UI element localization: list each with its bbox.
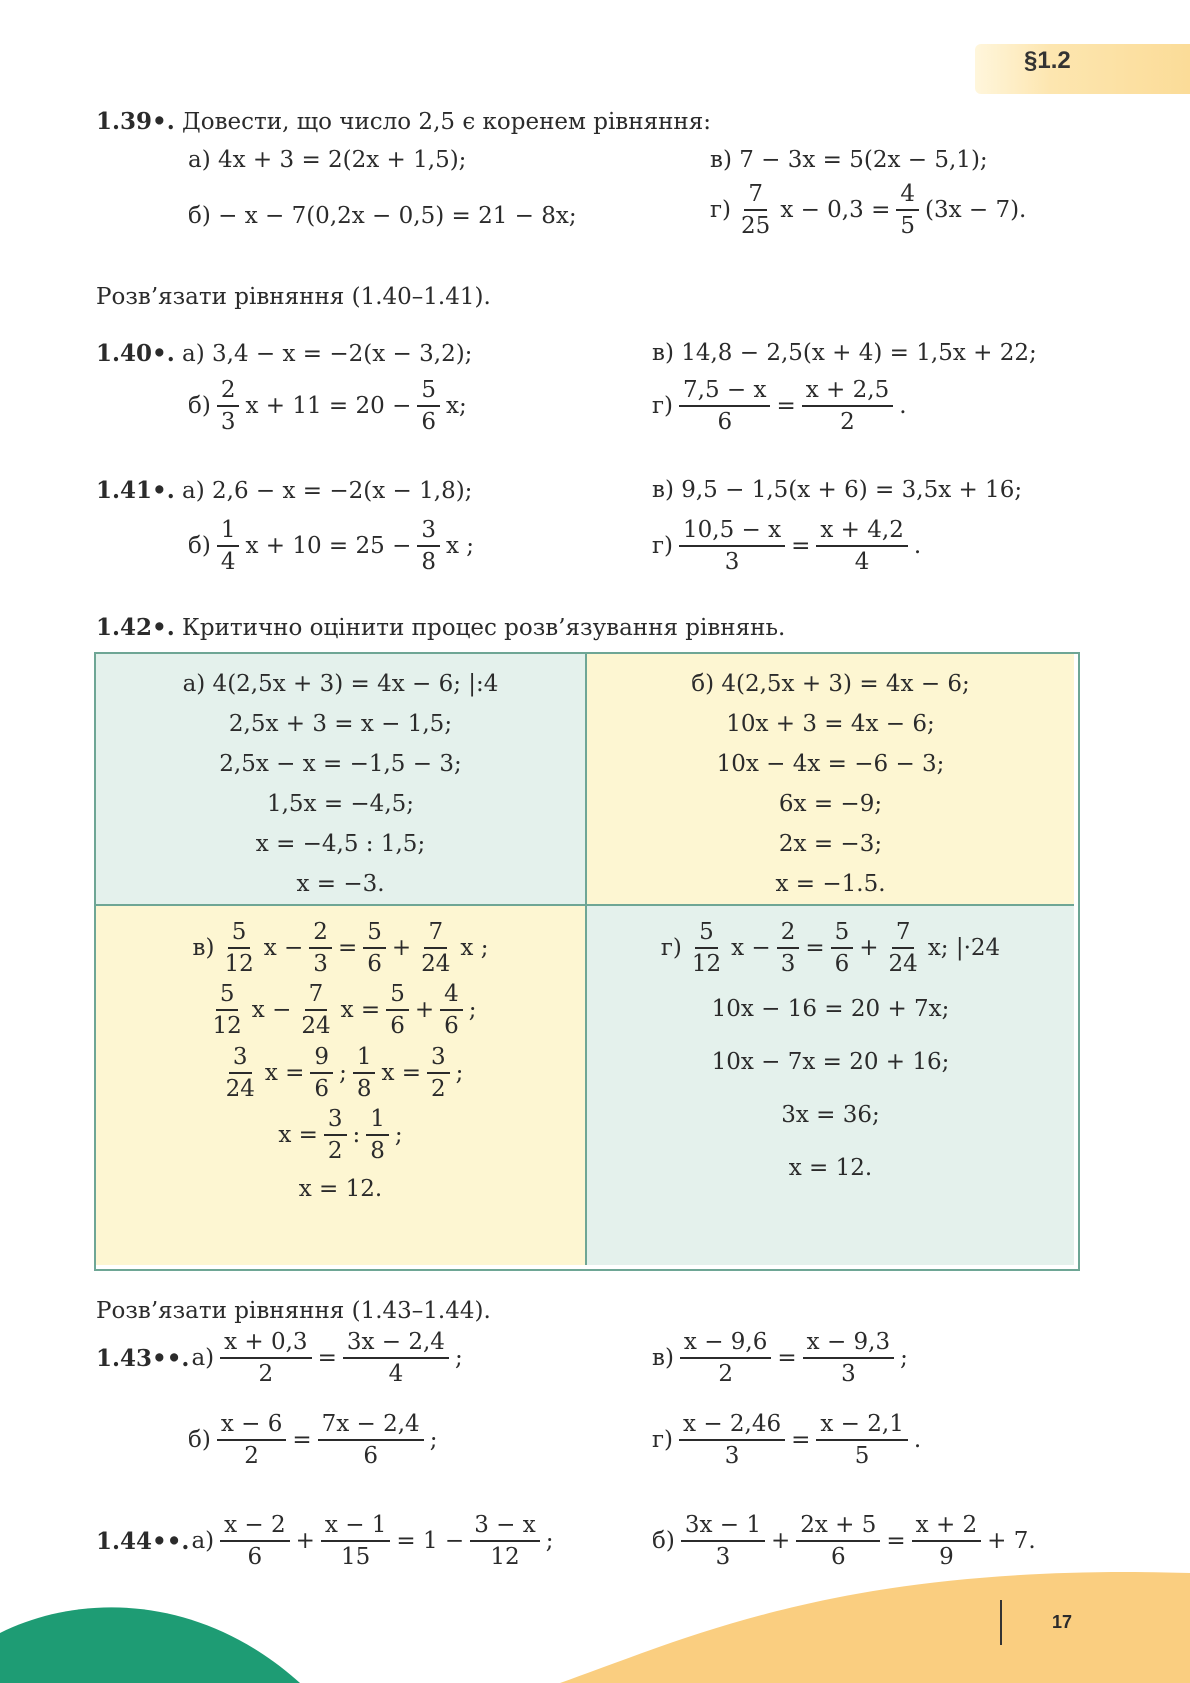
- fraction: [679, 1412, 785, 1468]
- denominator: 8: [421, 549, 436, 576]
- denominator: 3: [715, 1544, 731, 1571]
- numerator: 3 − x: [470, 1513, 540, 1542]
- expr: +: [414, 997, 435, 1024]
- expr: x −: [263, 935, 304, 962]
- denominator: 6: [247, 1544, 263, 1571]
- label: б): [188, 533, 211, 560]
- fraction: [470, 1513, 540, 1569]
- fraction: [217, 1412, 287, 1468]
- solution-line: [278, 1107, 402, 1163]
- expr: а) 2,6 − x = −2(x − 1,8);: [182, 478, 473, 504]
- fraction: [688, 920, 725, 976]
- intro-1-40: Розв’язати рівняння (1.40–1.41).: [96, 284, 491, 310]
- denominator: 24: [888, 951, 918, 978]
- denominator: 12: [212, 1013, 242, 1040]
- label: в): [652, 1345, 674, 1372]
- solution-line: 10x − 4x = −6 − 3;: [716, 751, 945, 777]
- solution-line: 10x − 7x = 20 + 16;: [711, 1049, 950, 1076]
- eq-1-43-g: [652, 1412, 921, 1468]
- denominator: 6: [717, 409, 733, 436]
- solution-line: 10x + 3 = 4x − 6;: [726, 711, 935, 737]
- solution-line: а) 4(2,5x + 3) = 4x − 6; |:4: [182, 671, 499, 697]
- numerator: x + 0,3: [220, 1330, 311, 1359]
- numerator: 2: [777, 920, 800, 949]
- numerator: 4: [896, 182, 919, 211]
- numerator: 5: [417, 378, 440, 407]
- page-number-rule: [1000, 1600, 1002, 1645]
- expr: .: [899, 393, 907, 420]
- problem-1-39-title: [96, 108, 711, 135]
- expr: =: [791, 533, 811, 560]
- expr: .: [913, 533, 922, 560]
- numerator: x − 2: [220, 1513, 290, 1542]
- cell-a: [96, 654, 585, 904]
- eq-1-39-g: [710, 182, 1026, 238]
- numerator: 7: [744, 182, 767, 211]
- denominator: 2: [244, 1443, 259, 1470]
- fraction: [896, 182, 919, 238]
- denominator: 12: [224, 951, 254, 978]
- fraction: [427, 1045, 450, 1101]
- denominator: 3: [724, 1443, 740, 1470]
- eq-1-39-b: б) − x − 7(0,2x − 0,5) = 21 − 8x;: [188, 203, 577, 229]
- solution-line: x = 12.: [298, 1176, 383, 1203]
- eq-1-39-a: а) 4x + 3 = 2(2x + 1,5);: [188, 147, 467, 173]
- solution-line: x = −3.: [296, 871, 385, 897]
- label: б): [188, 393, 211, 420]
- denominator: 2: [327, 1137, 343, 1164]
- label: б): [188, 1427, 211, 1454]
- problem-text: Довести, що число 2,5 є коренем рівняння:: [182, 109, 712, 135]
- fraction: [681, 1513, 765, 1569]
- problem-number: 1.40•.: [96, 340, 175, 367]
- solution-line: [205, 982, 477, 1038]
- numerator: 1: [217, 518, 240, 547]
- fraction: [816, 518, 907, 574]
- numerator: x + 4,2: [816, 518, 907, 547]
- denominator: 2: [258, 1361, 274, 1388]
- numerator: 2: [217, 378, 240, 407]
- numerator: 5: [216, 982, 239, 1011]
- numerator: 5: [363, 920, 386, 949]
- numerator: x − 2,1: [816, 1412, 907, 1441]
- fraction: [363, 920, 386, 976]
- denominator: 25: [741, 213, 771, 240]
- problem-text: Критично оцінити процес розв’язування рівнянь.: [182, 615, 786, 641]
- numerator: 7: [424, 920, 447, 949]
- fraction: [209, 982, 246, 1038]
- problem-number: 1.43••.: [96, 1344, 190, 1372]
- numerator: 2x + 5: [796, 1513, 880, 1542]
- fraction: [222, 1045, 259, 1101]
- problem-number: 1.44••.: [96, 1527, 190, 1555]
- problem-1-42-title: [96, 614, 785, 641]
- denominator: 12: [490, 1544, 520, 1571]
- expr: =: [777, 1345, 797, 1372]
- fraction: [366, 1107, 389, 1163]
- expr: x; |·24: [927, 935, 1001, 962]
- fraction: [321, 1513, 391, 1569]
- intro-1-43: Розв’язати рівняння (1.43–1.44).: [96, 1298, 491, 1324]
- eq-1-44-a: [96, 1513, 553, 1569]
- fraction: [309, 920, 332, 976]
- expr: x =: [381, 1059, 422, 1086]
- expr: ;: [429, 1427, 438, 1454]
- fraction: [417, 378, 440, 434]
- solution-line: б) 4(2,5x + 3) = 4x − 6;: [691, 671, 970, 697]
- eq-1-41-b: [188, 518, 474, 574]
- expr: x =: [340, 997, 381, 1024]
- solution-line: x = 12.: [788, 1155, 873, 1182]
- denominator: 2: [840, 409, 855, 436]
- fraction: [217, 518, 240, 574]
- fraction: [796, 1513, 880, 1569]
- expr: ;: [900, 1345, 908, 1372]
- expr: =: [791, 1427, 811, 1454]
- fraction: [417, 518, 440, 574]
- fraction: [803, 1330, 894, 1386]
- expr: +: [770, 1528, 791, 1555]
- expr: x + 10 = 25 −: [245, 533, 412, 560]
- numerator: 3x − 2,4: [343, 1330, 449, 1359]
- fraction: [318, 1412, 424, 1468]
- numerator: x − 9,3: [803, 1330, 894, 1359]
- label: г): [652, 1427, 674, 1454]
- numerator: x + 2,5: [802, 378, 893, 407]
- denominator: 24: [301, 1013, 331, 1040]
- denominator: 3: [841, 1361, 856, 1388]
- eq-1-40-g: [652, 378, 907, 434]
- fraction: [417, 920, 454, 976]
- fraction: [353, 1045, 376, 1101]
- numerator: 3: [427, 1045, 450, 1074]
- numerator: 10,5 − x: [679, 518, 785, 547]
- label: г): [710, 197, 732, 224]
- denominator: 3: [313, 951, 328, 978]
- solution-line: [218, 1045, 464, 1101]
- denominator: 3: [724, 549, 740, 576]
- solution-line: [193, 920, 489, 976]
- expr: а) 3,4 − x = −2(x − 3,2);: [182, 341, 473, 367]
- denominator: 6: [444, 1013, 459, 1040]
- expr: :: [352, 1121, 361, 1148]
- numerator: 2: [309, 920, 332, 949]
- denominator: 6: [367, 951, 382, 978]
- numerator: 7: [892, 920, 915, 949]
- label: г): [660, 935, 682, 962]
- eq-1-43-v: [652, 1330, 908, 1386]
- expr: x =: [278, 1121, 318, 1148]
- denominator: 24: [421, 951, 451, 978]
- denominator: 6: [831, 1544, 846, 1571]
- solution-line: 2,5x + 3 = x − 1,5;: [228, 711, 453, 737]
- fraction: [816, 1412, 907, 1468]
- numerator: 3: [324, 1107, 347, 1136]
- expr: + 7.: [987, 1528, 1036, 1555]
- eq-1-40-a: [96, 340, 472, 367]
- problem-number: 1.42•.: [96, 614, 175, 641]
- fraction: [220, 920, 257, 976]
- numerator: 1: [353, 1045, 376, 1074]
- fraction: [802, 378, 893, 434]
- denominator: 6: [390, 1013, 405, 1040]
- eq-1-41-v: в) 9,5 − 1,5(x + 6) = 3,5x + 16;: [652, 477, 1023, 503]
- expr: +: [295, 1528, 315, 1555]
- fraction: [343, 1330, 449, 1386]
- fraction: [679, 378, 770, 434]
- numerator: 3: [417, 518, 440, 547]
- numerator: 5: [228, 920, 251, 949]
- numerator: x − 9,6: [680, 1330, 771, 1359]
- expr: x;: [445, 393, 467, 420]
- solution-line: 3x = 36;: [781, 1102, 880, 1129]
- expr: x + 11 = 20 −: [245, 393, 412, 420]
- denominator: 4: [388, 1361, 404, 1388]
- expr: = 1 −: [396, 1528, 465, 1555]
- numerator: 5: [831, 920, 854, 949]
- expr: ;: [455, 1059, 464, 1086]
- numerator: 7x − 2,4: [318, 1412, 424, 1441]
- fraction: [217, 378, 240, 434]
- fraction: [777, 920, 800, 976]
- denominator: 8: [370, 1137, 385, 1164]
- numerator: 3x − 1: [681, 1513, 765, 1542]
- fraction: [324, 1107, 347, 1163]
- denominator: 2: [431, 1075, 446, 1102]
- expr: =: [292, 1427, 312, 1454]
- expr: ;: [394, 1121, 403, 1148]
- expr: .: [913, 1427, 922, 1454]
- solution-line: 2x = −3;: [778, 831, 883, 857]
- fraction: [220, 1513, 290, 1569]
- fraction: [912, 1513, 982, 1569]
- numerator: 7,5 − x: [679, 378, 770, 407]
- fraction: [831, 920, 854, 976]
- fraction: [440, 982, 463, 1038]
- numerator: 3: [229, 1045, 252, 1074]
- label: б): [652, 1528, 675, 1555]
- solution-line: [661, 920, 1000, 976]
- fraction: [680, 1330, 771, 1386]
- denominator: 6: [834, 951, 850, 978]
- expr: x =: [264, 1059, 305, 1086]
- fraction: [310, 1045, 333, 1101]
- problem-number: 1.41•.: [96, 477, 175, 504]
- denominator: 15: [341, 1544, 371, 1571]
- label: в): [192, 935, 215, 962]
- numerator: x − 6: [217, 1412, 287, 1441]
- eq-1-39-v: в) 7 − 3x = 5(2x − 5,1);: [710, 147, 988, 173]
- solution-line: 1,5x = −4,5;: [266, 791, 415, 817]
- denominator: 12: [691, 951, 722, 978]
- expr: ;: [468, 997, 477, 1024]
- denominator: 3: [220, 409, 236, 436]
- fraction: [297, 982, 334, 1038]
- eq-1-41-g: [652, 518, 921, 574]
- cell-g: [587, 906, 1074, 1265]
- denominator: 5: [900, 213, 915, 240]
- expr: (3x − 7).: [924, 197, 1027, 224]
- denominator: 5: [854, 1443, 870, 1470]
- cell-b: [587, 654, 1074, 904]
- expr: x −: [731, 935, 771, 962]
- solution-line: x = −1.5.: [775, 871, 886, 897]
- numerator: x + 2: [912, 1513, 982, 1542]
- expr: =: [886, 1528, 906, 1555]
- expr: ;: [545, 1528, 554, 1555]
- section-label: §1.2: [1024, 47, 1071, 74]
- expr: +: [859, 935, 879, 962]
- numerator: x − 2,46: [679, 1412, 785, 1441]
- expr: =: [337, 935, 358, 962]
- solution-line: 2,5x − x = −1,5 − 3;: [219, 751, 462, 777]
- label: г): [652, 393, 674, 420]
- eq-1-40-v: в) 14,8 − 2,5(x + 4) = 1,5x + 22;: [652, 340, 1037, 366]
- expr: x ;: [445, 533, 475, 560]
- denominator: 6: [421, 409, 436, 436]
- solution-line: x = −4,5 : 1,5;: [255, 831, 426, 857]
- expr: =: [776, 393, 796, 420]
- problem-number: 1.39•.: [96, 108, 175, 135]
- section-tab: [975, 44, 1190, 94]
- fraction: [386, 982, 409, 1038]
- expr: =: [805, 935, 825, 962]
- expr: x − 0,3 =: [780, 197, 891, 224]
- expr: ;: [454, 1345, 463, 1372]
- denominator: 3: [780, 951, 796, 978]
- solution-line: 6x = −9;: [778, 791, 883, 817]
- fraction: [737, 182, 774, 238]
- label: г): [652, 533, 674, 560]
- eq-1-43-b: [188, 1412, 437, 1468]
- page-number: 17: [1052, 1612, 1073, 1632]
- denominator: 2: [718, 1361, 733, 1388]
- denominator: 4: [854, 549, 870, 576]
- label: а): [191, 1345, 215, 1372]
- fraction: [679, 518, 785, 574]
- numerator: 5: [695, 920, 718, 949]
- fraction: [220, 1330, 311, 1386]
- denominator: 8: [356, 1075, 372, 1102]
- eq-1-41-a: [96, 477, 472, 504]
- numerator: 5: [386, 982, 409, 1011]
- denominator: 6: [363, 1443, 378, 1470]
- numerator: 4: [440, 982, 463, 1011]
- solution-line: 10x − 16 = 20 + 7x;: [711, 996, 950, 1023]
- eq-1-44-b: [652, 1513, 1036, 1569]
- expr: x −: [251, 997, 292, 1024]
- label: а): [191, 1528, 215, 1555]
- denominator: 9: [939, 1544, 954, 1571]
- fraction: [885, 920, 922, 976]
- numerator: 9: [310, 1045, 333, 1074]
- expr: ;: [339, 1059, 347, 1086]
- eq-1-43-a: [96, 1330, 463, 1386]
- denominator: 24: [225, 1075, 255, 1102]
- eq-1-40-b: [188, 378, 467, 434]
- expr: =: [317, 1345, 337, 1372]
- expr: +: [391, 935, 412, 962]
- denominator: 4: [220, 549, 236, 576]
- numerator: 7: [305, 982, 328, 1011]
- numerator: 1: [366, 1107, 389, 1136]
- expr: x ;: [460, 935, 489, 962]
- numerator: x − 1: [321, 1513, 391, 1542]
- cell-v: [96, 906, 585, 1265]
- denominator: 6: [314, 1075, 330, 1102]
